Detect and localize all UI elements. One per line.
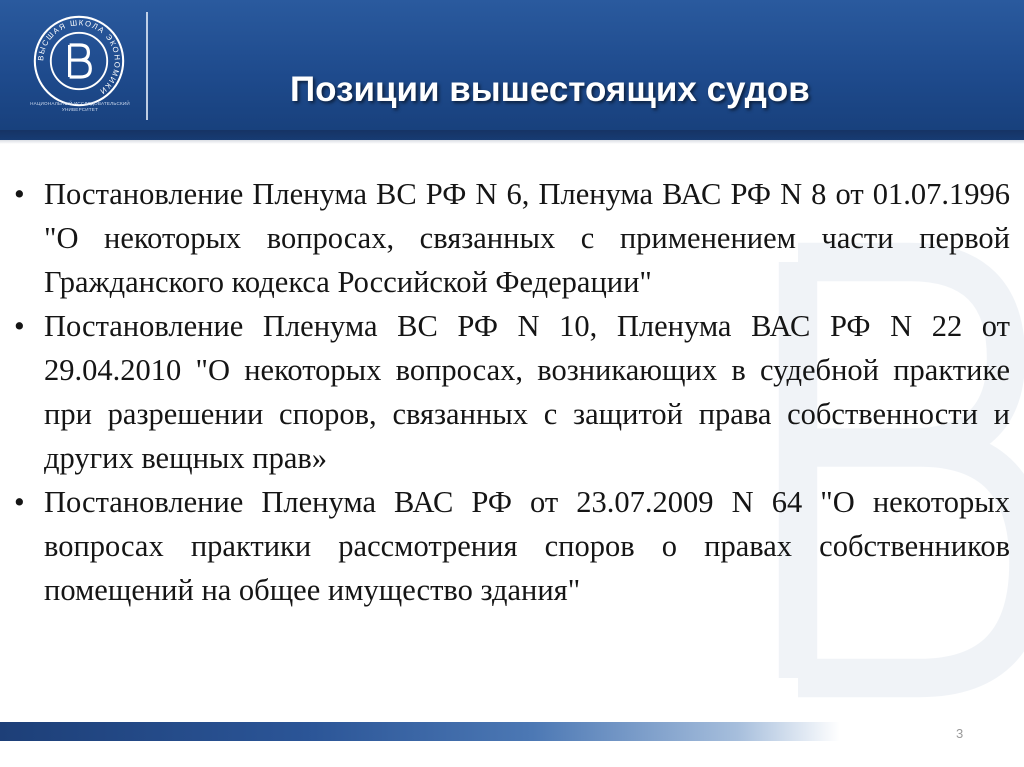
list-item-text: Постановление Пленума ВАС РФ от 23.07.2009 N 64 "О некоторых вопросах практики рассмотрения споров о правах собственников помещений на общее имущество здания" — [44, 485, 1010, 607]
hse-logo-icon — [32, 14, 126, 108]
list-item-text: Постановление Пленума ВС РФ N 6, Пленума ВАС РФ N 8 от 01.07.1996 "О некоторых вопросах, связанных с применением части первой Гражданского кодекса Российской Федерации" — [44, 177, 1010, 299]
bullet-dot: • — [14, 177, 25, 211]
bullet-dot: • — [14, 485, 25, 519]
header-shadow — [0, 130, 1024, 144]
header-divider — [146, 12, 148, 120]
footer-bar — [0, 722, 1024, 741]
logo-caption: НАЦИОНАЛЬНЫЙ ИССЛЕДОВАТЕЛЬСКИЙ УНИВЕРСИТЕТ — [30, 101, 130, 112]
bullet-list — [14, 172, 1010, 612]
bullet-dot: • — [14, 309, 25, 343]
slide-title: Позиции вышестоящих судов — [290, 70, 810, 109]
list-item — [14, 304, 1010, 480]
list-item — [14, 172, 1010, 304]
logo-ring-text: ВЫСШАЯ ШКОЛА ЭКОНОМИКИ — [36, 18, 122, 97]
list-item-text: Постановление Пленума ВС РФ N 10, Пленума ВАС РФ N 22 от 29.04.2010 "О некоторых вопросах, возникающих в судебной практике при разрешении споров, связанных с защитой права собственности и других вещных прав» — [44, 309, 1010, 475]
list-item — [14, 480, 1010, 612]
page-number: 3 — [956, 726, 964, 741]
